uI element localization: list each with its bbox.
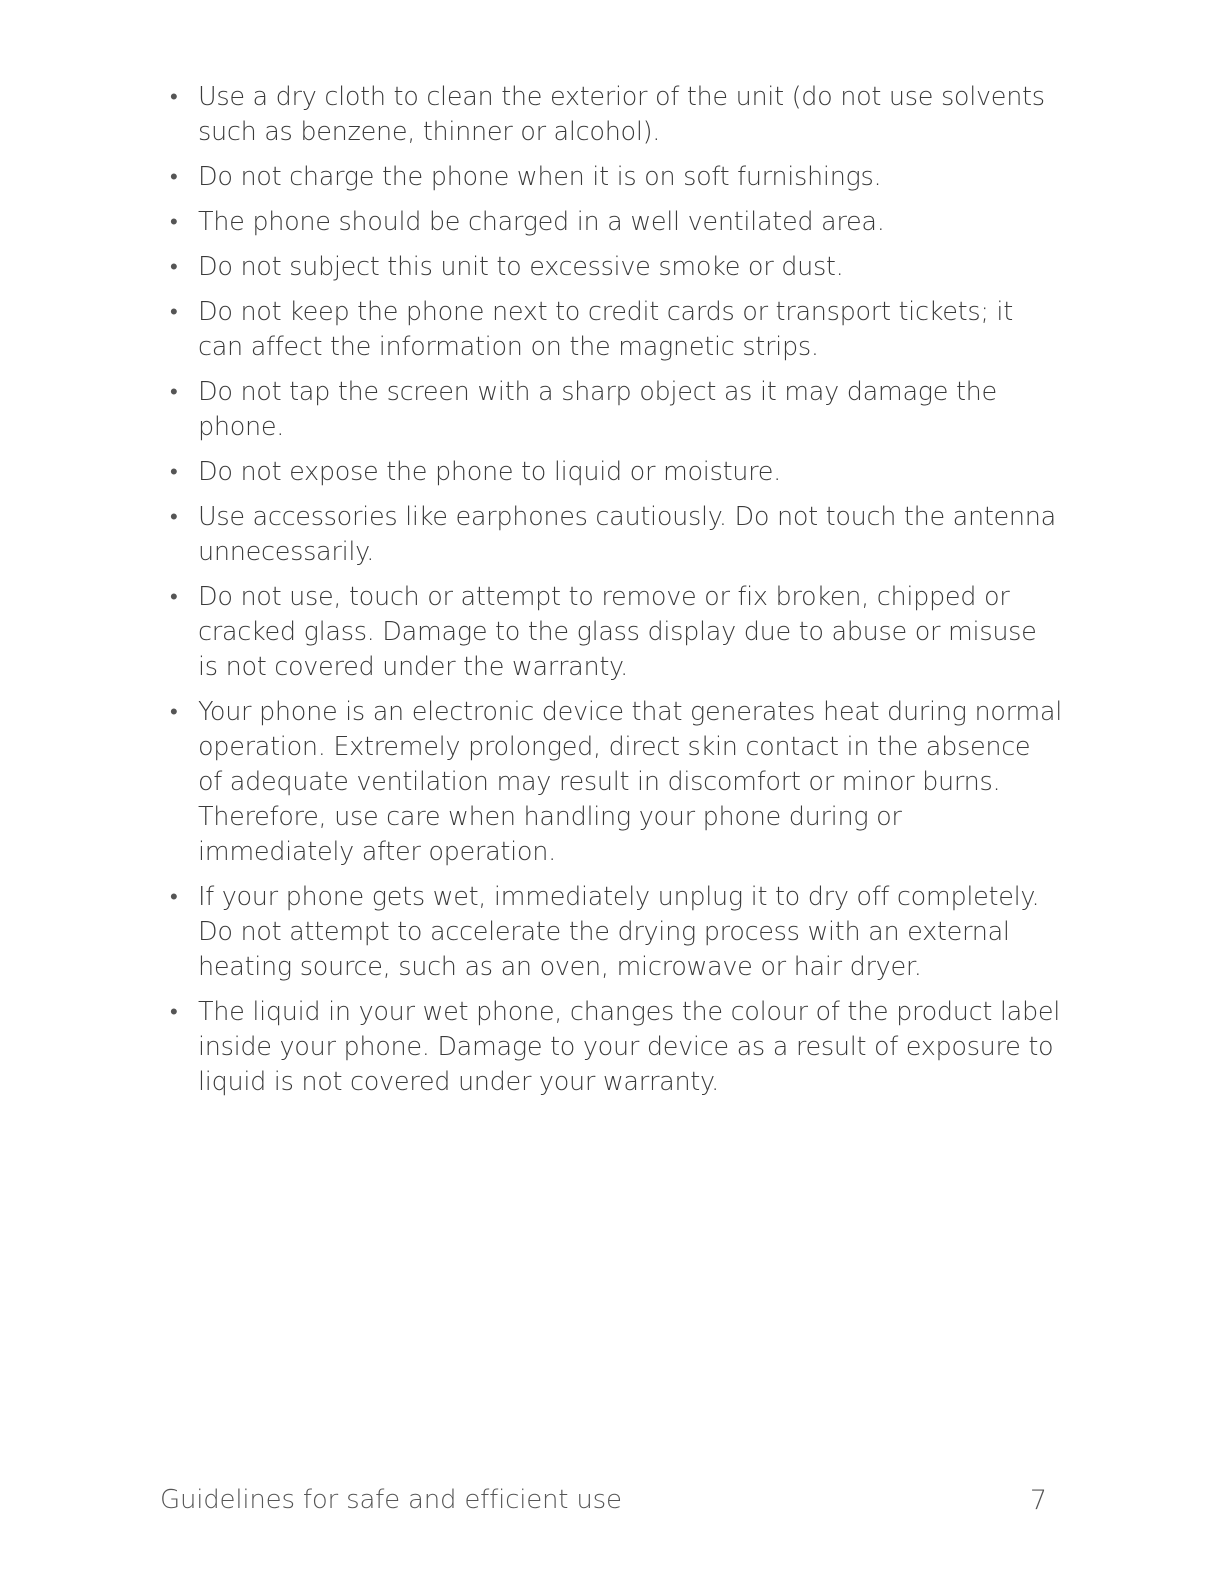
bullet-icon: • bbox=[170, 885, 178, 910]
list-item-text: The liquid in your wet phone, changes the colour of the product label inside your phone. Damage to your device as a result of exposure to liquid is not covered under your warranty. bbox=[198, 997, 1061, 1097]
footer-section-title: Guidelines for safe and efficient use bbox=[160, 1485, 622, 1515]
list-item bbox=[162, 880, 1062, 985]
bullet-icon: • bbox=[170, 255, 178, 280]
list-item-text: If your phone gets wet, immediately unplug it to dry off completely. Do not attempt to accelerate the drying process with an external heating source, such as an oven, microwave or hair dryer. bbox=[198, 882, 1040, 982]
list-item-text: Do not use, touch or attempt to remove or fix broken, chipped or cracked glass. Damage to the glass display due to abuse or misuse is not covered under the warranty. bbox=[198, 582, 1037, 682]
page-number: 7 bbox=[1029, 1485, 1047, 1516]
list-item-text: Do not tap the screen with a sharp object as it may damage the phone. bbox=[198, 377, 997, 442]
bullet-icon: • bbox=[170, 165, 178, 190]
list-item bbox=[162, 995, 1062, 1100]
bullet-icon: • bbox=[170, 460, 178, 485]
bullet-icon: • bbox=[170, 300, 178, 325]
list-item-text: Do not charge the phone when it is on soft furnishings. bbox=[198, 162, 882, 192]
bullet-icon: • bbox=[170, 85, 178, 110]
list-item-text: The phone should be charged in a well ventilated area. bbox=[198, 207, 885, 237]
list-item bbox=[162, 375, 1062, 445]
list-item bbox=[162, 695, 1062, 870]
list-item-text: Do not keep the phone next to credit cards or transport tickets; it can affect the information on the magnetic strips. bbox=[198, 297, 1013, 362]
list-item bbox=[162, 295, 1062, 365]
bullet-icon: • bbox=[170, 380, 178, 405]
list-item-text: Do not subject this unit to excessive smoke or dust. bbox=[198, 252, 844, 282]
list-item bbox=[162, 160, 1062, 195]
bullet-icon: • bbox=[170, 210, 178, 235]
list-item bbox=[162, 455, 1062, 490]
list-item bbox=[162, 500, 1062, 570]
list-item-text: Do not expose the phone to liquid or moisture. bbox=[198, 457, 781, 487]
bullet-icon: • bbox=[170, 1000, 178, 1025]
bullet-icon: • bbox=[170, 585, 178, 610]
list-item bbox=[162, 580, 1062, 685]
list-item-text: Your phone is an electronic device that generates heat during normal operation. Extremely prolonged, direct skin contact in the absence of adequate ventilation may result in discomfort or minor burns. Therefore, use care when handling your phone during or immediately after operation. bbox=[198, 697, 1062, 867]
list-item-text: Use accessories like earphones cautiously. Do not touch the antenna unnecessarily. bbox=[198, 502, 1056, 567]
list-item-text: Use a dry cloth to clean the exterior of the unit (do not use solvents such as benzene, thinner or alcohol). bbox=[198, 82, 1045, 147]
list-item bbox=[162, 250, 1062, 285]
list-item bbox=[162, 80, 1062, 150]
bullet-icon: • bbox=[170, 505, 178, 530]
safety-bullet-list bbox=[162, 80, 1062, 1110]
bullet-icon: • bbox=[170, 700, 178, 725]
list-item bbox=[162, 205, 1062, 240]
